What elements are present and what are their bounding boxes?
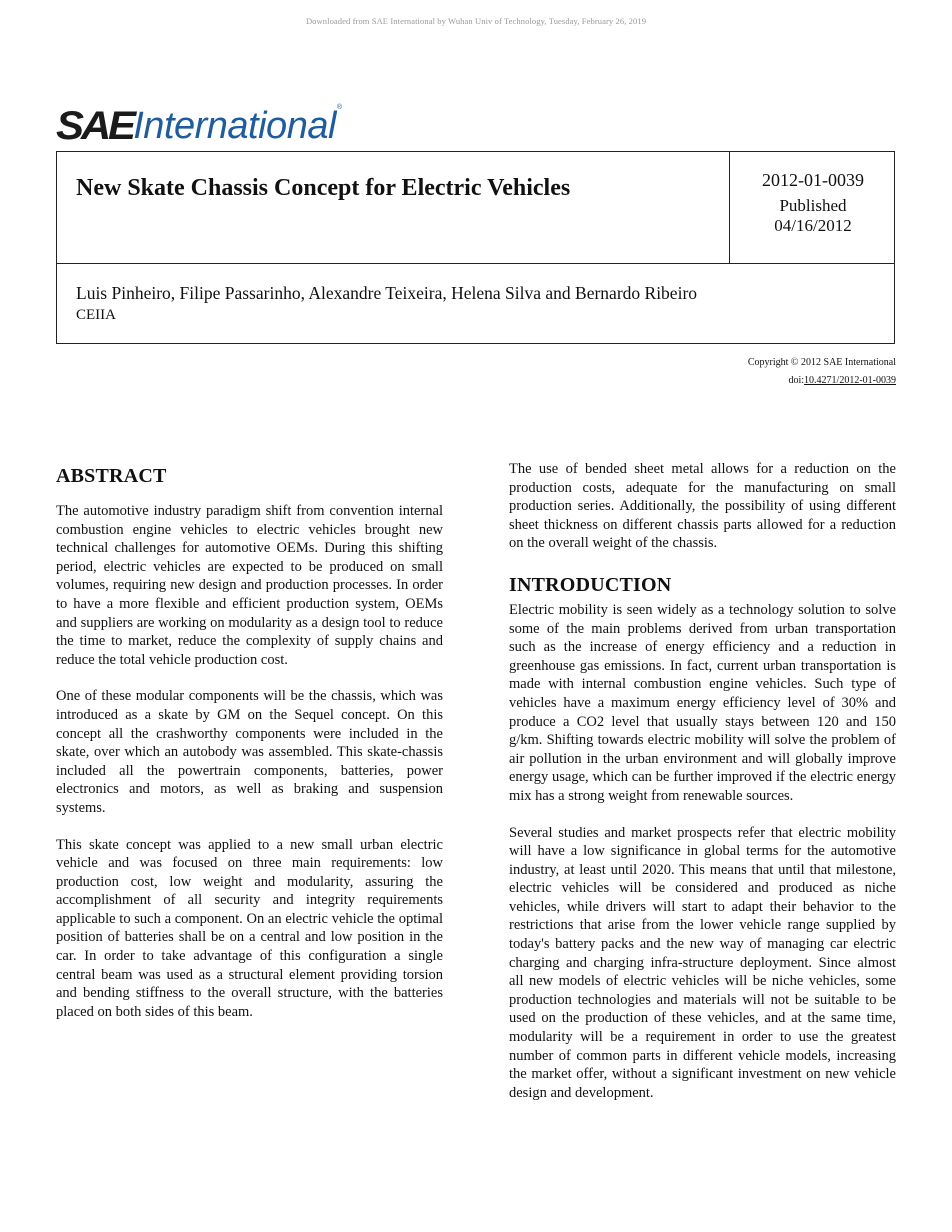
left-column [56, 460, 443, 1021]
abstract-heading: ABSTRACT [56, 465, 167, 487]
paper-title: New Skate Chassis Concept for Electric Vehicles [76, 175, 571, 201]
abstract-paragraph: The automotive industry paradigm shift from convention internal combustion engine vehicles to electric vehicles brought new technical challenges for automotive OEMs. During this shifting period, electric vehicles are expected to be produced on small volumes, requiring new design and production processes. In order to have a more flexible and efficient production system, OEMs and suppliers are working on modularity as a design tool to reduce the time to market, reduce the complexity of supply chains and reduce the total vehicle production cost. [56, 503, 443, 668]
introduction-heading: INTRODUCTION [509, 573, 672, 596]
doi-label: doi: [788, 375, 805, 386]
introduction-paragraph: Several studies and market prospects refer that electric mobility will have a low significance in global terms for the automotive industry, at least until 2020. This means that until that milestone, electric vehicles will be considered and produced as niche vehicles, while drivers will start to adapt their behavior to the restrictions that arise from the lower vehicle range supplied by today's battery packs and the new way of managing car electric charging and charging infra-structure deployment. Since almost all new models of electric vehicles will be niche vehicles, some production technologies and materials will not be suitable to be used on the production of these vehicles, and at the same time, modularity will be a requirement in order to use the greatest number of common parts in different vehicle models, increasing the market offer, without a significant investment on new vehicle design and development. [509, 824, 896, 1101]
published-date: 04/16/2012 [774, 216, 852, 235]
paper-meta [730, 170, 896, 236]
introduction-paragraph: Electric mobility is seen widely as a technology solution to solve some of the main problems derived from urban transportation such as the increase of energy efficiency and a reduction in greenhouse gas emissions. In fact, current urban transportation is made with internal combustion engine vehicles. Such type of vehicles have a maximum energy efficiency level of 30% and produce a CO2 level that usually stays between 120 and 150 g/km. Shifting towards electric mobility will solve the problem of air pollution in the urban environment and will globally improve energy usage, which can be further improved if the electric energy mix has a strong weight from renewable sources. [509, 601, 896, 804]
abstract-paragraph: This skate concept was applied to a new small urban electric vehicle and was focused on three main requirements: low production cost, low weight and modularity, assuring the accomplishment of all security and integrity requirements applicable to such a component. On an electric vehicle the optimal position of batteries shall be on a central and low position in the car. In order to take advantage of this configuration a single central beam was used as a structural element providing torsion and bending stiffness to the overall structure, with the batteries placed on both sides of this beam. [56, 836, 443, 1020]
title-box-horizontal-divider [57, 263, 894, 264]
authors: Luis Pinheiro, Filipe Passarinho, Alexandre Teixeira, Helena Silva and Bernardo Ribeiro [76, 283, 698, 303]
abstract-paragraph: One of these modular components will be the chassis, which was introduced as a skate by GM on the Sequel concept. On this concept all the crashworthy components were included in the skate, over which an autobody was assembled. This skate-chassis included all the powertrain components, batteries, power electronics and motors, as well as braking and suspension systems. [56, 688, 443, 816]
download-note: Downloaded from SAE International by Wuhan Univ of Technology, Tuesday, February 26, 2019 [305, 16, 647, 26]
logo-international-text: International [133, 105, 336, 147]
doi-line [748, 372, 896, 390]
logo-registered-mark: ® [336, 104, 343, 111]
paper-number: 2012-01-0039 [762, 170, 864, 190]
sae-international-logo [56, 100, 342, 146]
doi-link[interactable]: 10.4271/2012-01-0039 [804, 375, 896, 386]
logo-sae-text: SAE [56, 104, 133, 148]
copyright-block [748, 354, 896, 390]
copyright-text: Copyright © 2012 SAE International [747, 357, 896, 368]
abstract-continuation: The use of bended sheet metal allows for a reduction on the production costs, adequate for the manufacturing on small production series. Additionally, the possibility of using different sheet thickness on different chassis parts allowed for a reduction on the overall weight of the chassis. [509, 461, 896, 552]
right-column [509, 460, 896, 1102]
published-label: Published [779, 196, 847, 215]
affiliation: CEIIA [76, 307, 116, 323]
title-box [56, 151, 895, 344]
